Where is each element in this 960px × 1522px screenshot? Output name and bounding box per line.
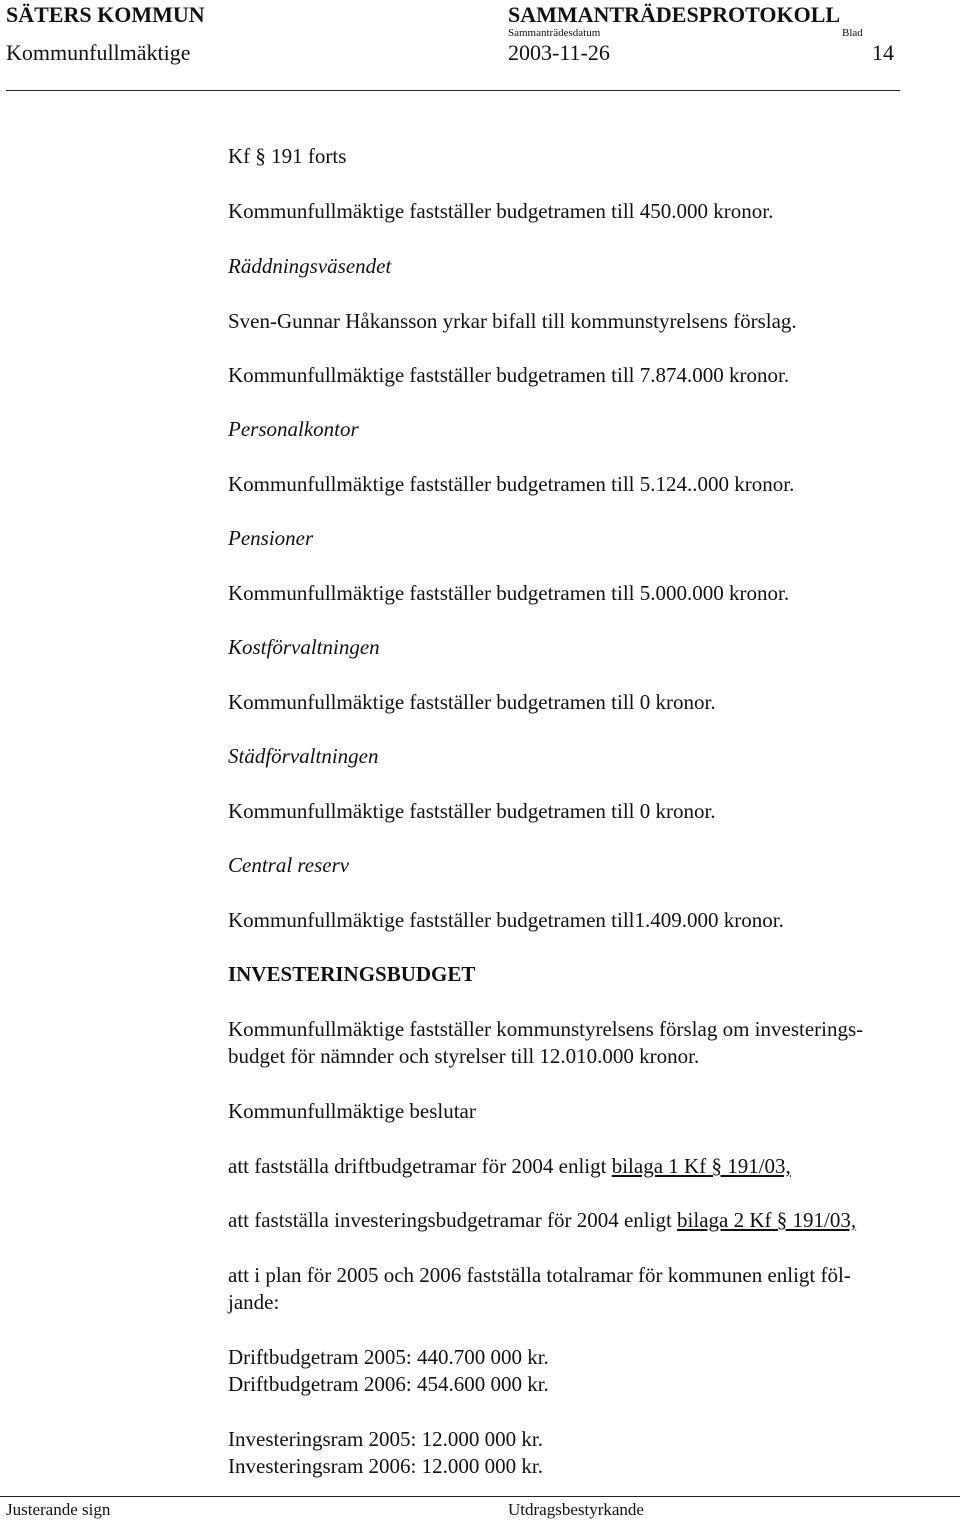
drift-budget-2006: Driftbudgetram 2006: 454.600 000 kr. <box>228 1372 549 1396</box>
footer-utdragsbestyrkande: Utdragsbestyrkande <box>508 1500 644 1519</box>
att-clause-3-line1: att i plan för 2005 och 2006 fastställa totalramar för kommunen enligt föl- <box>228 1263 851 1287</box>
page-number: 14 <box>872 40 894 65</box>
header-rule <box>6 90 900 91</box>
bilaga-1-reference: bilaga 1 Kf § 191/03, <box>611 1154 791 1178</box>
heading-personalkontor: Personalkontor <box>228 417 359 441</box>
att-clause-2 <box>228 1207 856 1234</box>
att-clause-1 <box>228 1153 791 1180</box>
heading-kostforvaltningen: Kostförvaltningen <box>228 635 380 659</box>
heading-pensioner: Pensioner <box>228 526 314 550</box>
heading-central-reserv: Central reserv <box>228 853 350 877</box>
decision-pension-budget: Kommunfullmäktige fastställer budgetramen till 5.000.000 kronor. <box>228 581 790 605</box>
meeting-date: 2003-11-26 <box>508 40 610 65</box>
motion-text: Sven-Gunnar Håkansson yrkar bifall till kommunstyrelsens förslag. <box>228 309 797 333</box>
footer-rule <box>0 1496 960 1497</box>
heading-raddningsvasendet: Räddningsväsendet <box>228 254 392 278</box>
drift-budget-2005: Driftbudgetram 2005: 440.700 000 kr. <box>228 1345 549 1369</box>
kf-reference: Kf § 191 forts <box>228 144 347 168</box>
decision-central-budget: Kommunfullmäktige fastställer budgetramen till1.409.000 kronor. <box>228 908 784 932</box>
decision-raddning-budget: Kommunfullmäktige fastställer budgetramen till 7.874.000 kronor. <box>228 363 790 387</box>
page-label: Blad <box>842 27 863 39</box>
att-clause-3-line2: jande: <box>228 1290 280 1314</box>
heading-investeringsbudget: INVESTERINGSBUDGET <box>228 962 476 986</box>
decides-intro: Kommunfullmäktige beslutar <box>228 1099 476 1123</box>
investment-decision-line2: budget för nämnder och styrelser till 12.010.000 kronor. <box>228 1044 700 1068</box>
heading-stadforvaltningen: Städförvaltningen <box>228 744 379 768</box>
att-clause-2-text: att fastställa investeringsbudgetramar för 2004 enligt <box>228 1208 678 1232</box>
date-label: Sammanträdesdatum <box>508 27 601 39</box>
body-name: Kommunfullmäktige <box>6 40 191 65</box>
investment-frame-2006: Investeringsram 2006: 12.000 000 kr. <box>228 1454 543 1478</box>
att-clause-1-text: att fastställa driftbudgetramar för 2004 enligt <box>228 1154 612 1178</box>
footer-justerande-sign: Justerande sign <box>6 1500 111 1519</box>
bilaga-2-reference: bilaga 2 Kf § 191/03, <box>677 1208 857 1232</box>
decision-stad-budget: Kommunfullmäktige fastställer budgetramen till 0 kronor. <box>228 799 716 823</box>
investment-decision-line1: Kommunfullmäktige fastställer kommunstyrelsens förslag om investerings- <box>228 1017 864 1041</box>
decision-kost-budget: Kommunfullmäktige fastställer budgetramen till 0 kronor. <box>228 690 716 714</box>
document-type: SAMMANTRÄDESPROTOKOLL <box>508 2 841 27</box>
investment-frame-2005: Investeringsram 2005: 12.000 000 kr. <box>228 1427 543 1451</box>
municipality-name: SÄTERS KOMMUN <box>6 2 205 27</box>
decision-fire-budget: Kommunfullmäktige fastställer budgetramen till 450.000 kronor. <box>228 199 774 223</box>
decision-personal-budget: Kommunfullmäktige fastställer budgetramen till 5.124..000 kronor. <box>228 472 795 496</box>
